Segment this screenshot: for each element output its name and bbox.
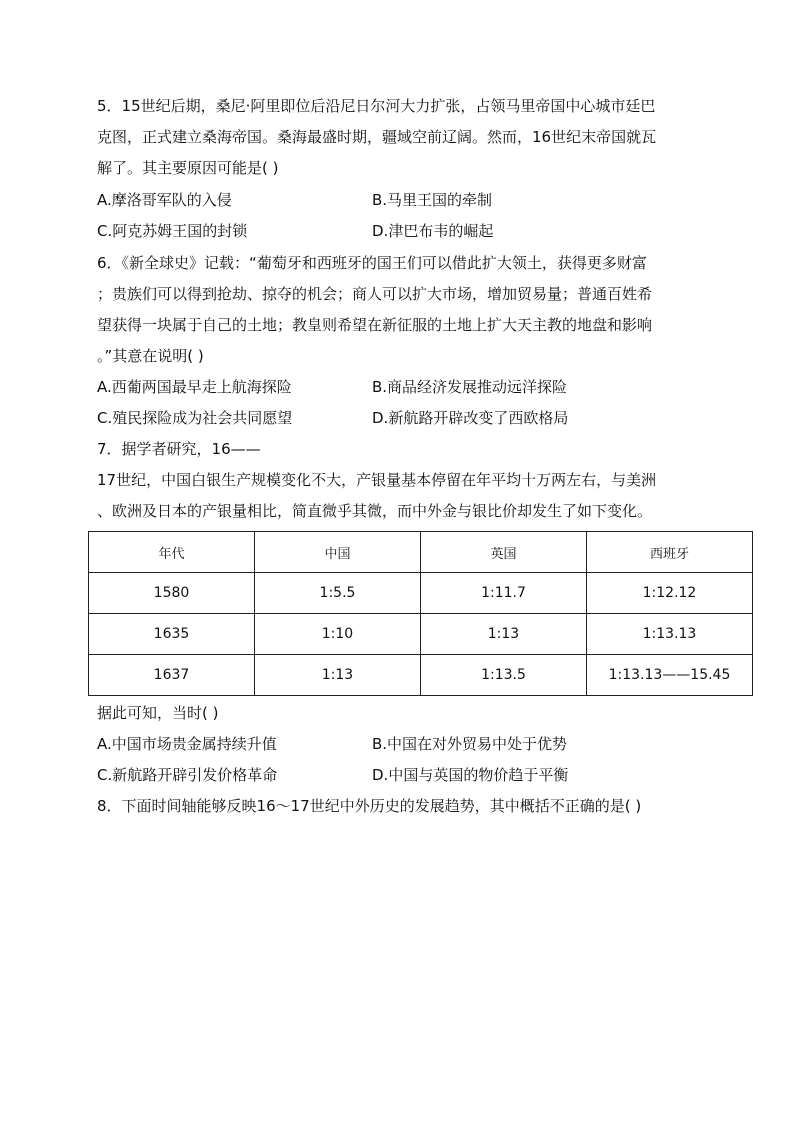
table-cell: 1635 (89, 614, 255, 655)
table-cell: 1:13 (255, 655, 421, 696)
table-cell: 1:11.7 (421, 573, 587, 614)
q5-option-b: B.马里王国的牵制 (372, 191, 493, 209)
q7-option-c: C.新航路开辟引发价格革命 (97, 766, 278, 784)
table-cell: 1:13.13——15.45 (587, 655, 753, 696)
q5-option-a: A.摩洛哥军队的入侵 (97, 191, 232, 209)
q6-option-b: B.商品经济发展推动远洋探险 (372, 378, 568, 396)
table-cell: 1:10 (255, 614, 421, 655)
table-cell: 1580 (89, 573, 255, 614)
q6-stem-line-3: 望获得一块属于自己的土地；教皇则希望在新征服的土地上扩大天主教的地盘和影响 (97, 316, 653, 334)
q6-option-d: D.新航路开辟改变了西欧格局 (372, 409, 569, 427)
q6-stem-line-2: ；贵族们可以得到抢劫、掠夺的机会；商人可以扩大市场，增加贸易量；普通百姓希 (97, 285, 653, 303)
table-cell: 1637 (89, 655, 255, 696)
q7-question-line: 据此可知，当时( ) (97, 704, 219, 722)
q7-option-a: A.中国市场贵金属持续升值 (97, 735, 277, 753)
q5-option-c: C.阿克苏姆王国的封锁 (97, 222, 248, 240)
table-row (89, 573, 753, 614)
q7-stem-line-2: 17世纪，中国白银生产规模变化不大，产银量基本停留在年平均十万两左右，与美洲 (97, 471, 657, 489)
table-header-cell: 西班牙 (587, 532, 753, 573)
table-cell: 1:12.12 (587, 573, 753, 614)
table-header-cell: 年代 (89, 532, 255, 573)
table-cell: 1:13.5 (421, 655, 587, 696)
table-cell: 1:13.13 (587, 614, 753, 655)
q6-option-a: A.西葡两国最早走上航海探险 (97, 378, 292, 396)
q7-option-b: B.中国在对外贸易中处于优势 (372, 735, 568, 753)
q6-option-c: C.殖民探险成为社会共同愿望 (97, 409, 293, 427)
q8-stem-line-1: 8．下面时间轴能够反映16～17世纪中外历史的发展趋势，其中概括不正确的是( ) (97, 797, 642, 815)
q6-stem-line-4: 。”其意在说明( ) (97, 347, 204, 365)
table-header-cell: 中国 (255, 532, 421, 573)
q5-stem-line-1: 5．15世纪后期，桑尼·阿里即位后沿尼日尔河大力扩张，占领马里帝国中心城市廷巴 (97, 97, 656, 115)
table-row (89, 614, 753, 655)
table-cell: 1:5.5 (255, 573, 421, 614)
q5-option-d: D.津巴布韦的崛起 (372, 222, 494, 240)
q5-stem-line-2: 克图，正式建立桑海帝国。桑海最盛时期，疆域空前辽阔。然而，16世纪末帝国就瓦 (97, 128, 657, 146)
table-row (89, 655, 753, 696)
q7-stem-line-3: 、欧洲及日本的产银量相比，简直微乎其微，而中外金与银比价却发生了如下变化。 (97, 502, 653, 520)
gold-silver-ratio-table (88, 531, 753, 696)
q6-stem-line-1: 6．《新全球史》记载：“葡萄牙和西班牙的国王们可以借此扩大领土，获得更多财富 (97, 254, 647, 272)
table-cell: 1:13 (421, 614, 587, 655)
q7-option-d: D.中国与英国的物价趋于平衡 (372, 766, 569, 784)
table-header-row (89, 532, 753, 573)
q5-stem-line-3: 解了。其主要原因可能是( ) (97, 159, 279, 177)
q7-stem-line-1: 7．据学者研究，16—— (97, 440, 261, 458)
table-header-cell: 英国 (421, 532, 587, 573)
